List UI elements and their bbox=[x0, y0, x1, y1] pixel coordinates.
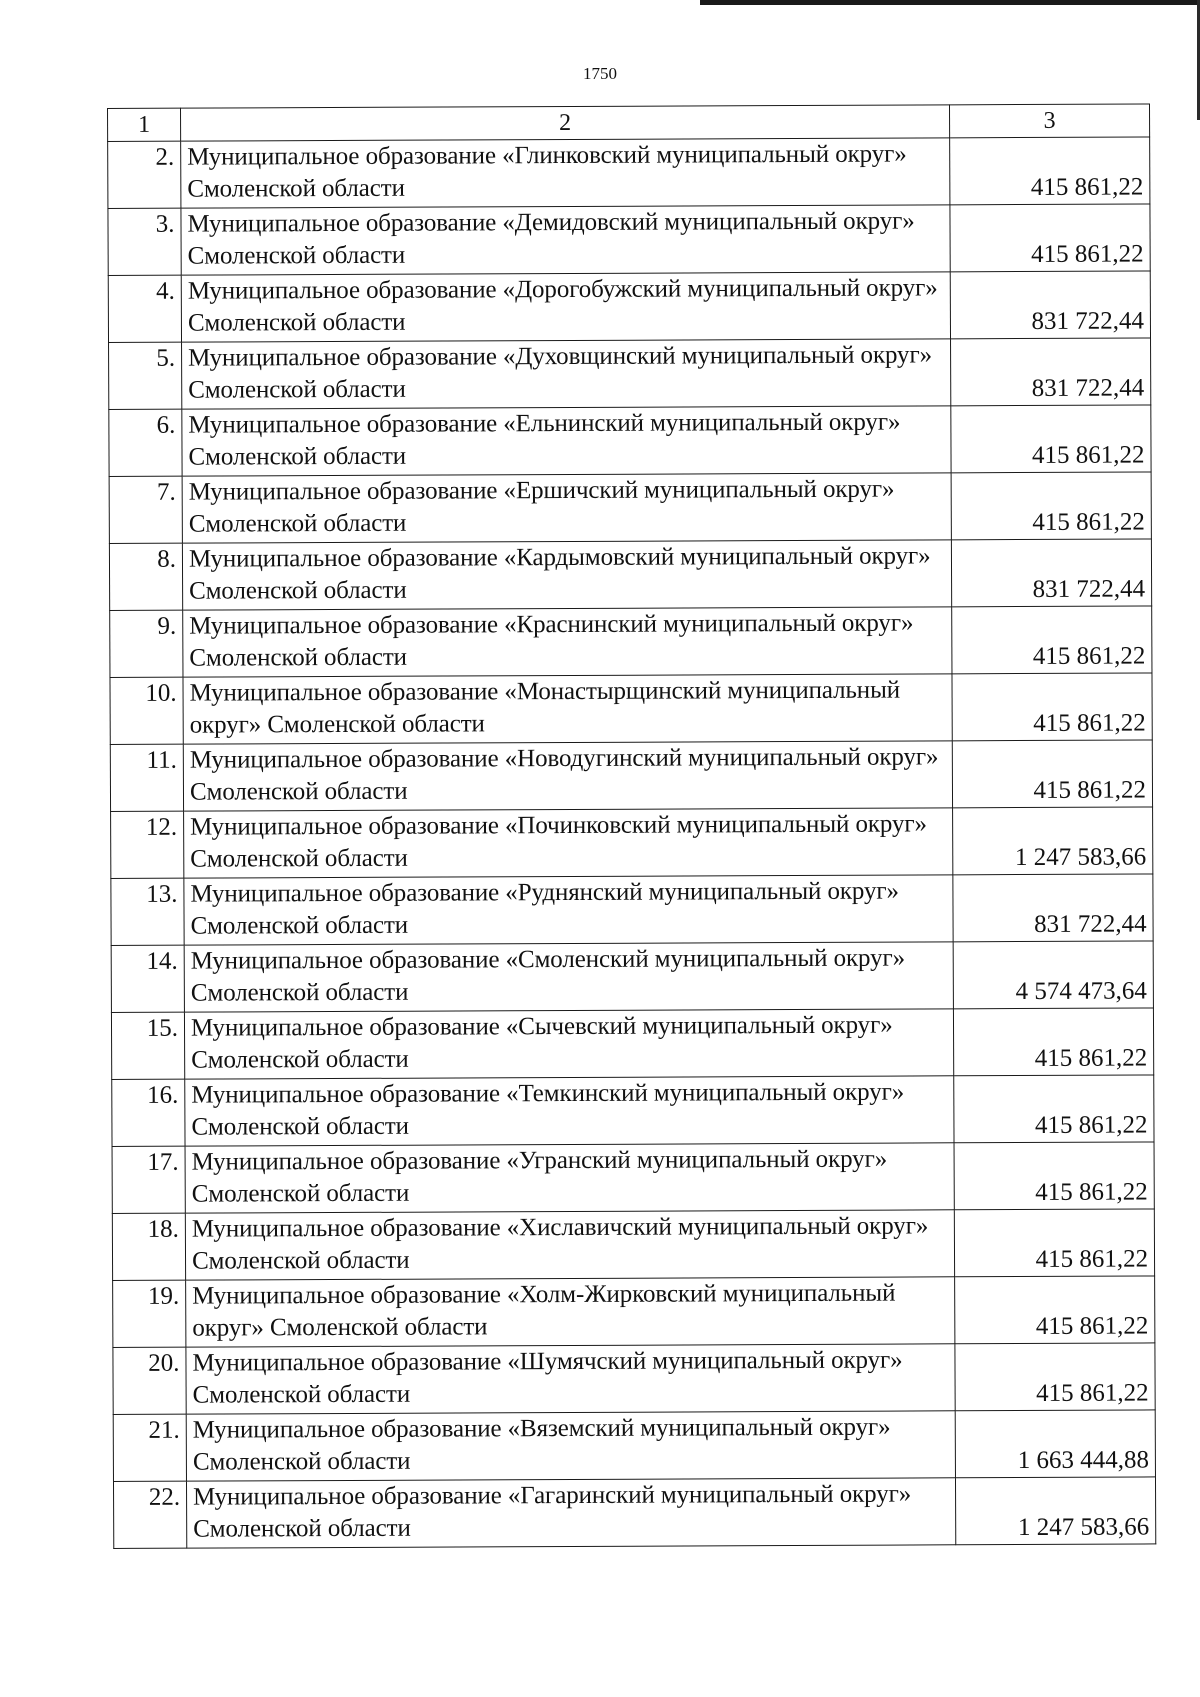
municipality-name-cell: Муниципальное образование «Ершичский муниципальный округ» Смоленской области bbox=[182, 473, 951, 543]
row-number-cell: 16. bbox=[112, 1079, 185, 1146]
table-row bbox=[109, 405, 1151, 477]
amount-cell: 415 861,22 bbox=[952, 740, 1152, 808]
municipality-name-cell: Муниципальное образование «Темкинский муниципальный округ» Смоленской области bbox=[185, 1076, 954, 1146]
column-header-name: 2 bbox=[181, 105, 950, 141]
amount-cell: 415 861,22 bbox=[950, 204, 1150, 272]
municipality-name-cell: Муниципальное образование «Глинковский муниципальный округ» Смоленской области bbox=[181, 138, 950, 208]
table-row bbox=[113, 1276, 1155, 1348]
amount-cell: 415 861,22 bbox=[954, 1075, 1154, 1143]
table-row bbox=[110, 606, 1152, 678]
amount-cell: 415 861,22 bbox=[951, 472, 1151, 540]
row-number-cell: 12. bbox=[111, 811, 184, 878]
row-number-cell: 15. bbox=[111, 1012, 184, 1079]
table-row bbox=[113, 1410, 1155, 1482]
table-row bbox=[111, 874, 1153, 946]
amount-cell: 415 861,22 bbox=[954, 1209, 1154, 1277]
municipality-name-cell: Муниципальное образование «Демидовский муниципальный округ» Смоленской области bbox=[181, 205, 950, 275]
table-body bbox=[108, 104, 1156, 1549]
row-number-cell: 10. bbox=[110, 677, 183, 744]
row-number-cell: 22. bbox=[113, 1481, 186, 1548]
row-number-cell: 21. bbox=[113, 1414, 186, 1481]
row-number-cell: 8. bbox=[109, 543, 182, 610]
row-number-cell: 4. bbox=[108, 275, 181, 342]
amount-cell: 1 247 583,66 bbox=[955, 1477, 1155, 1545]
municipality-name-cell: Муниципальное образование «Хиславичский муниципальный округ» Смоленской области bbox=[185, 1210, 954, 1280]
table-row bbox=[112, 1142, 1154, 1214]
amount-cell: 415 861,22 bbox=[955, 1343, 1155, 1411]
table-row bbox=[113, 1343, 1155, 1415]
amount-cell: 831 722,44 bbox=[951, 338, 1151, 406]
table-row bbox=[108, 271, 1150, 343]
table-row bbox=[108, 137, 1150, 209]
row-number-cell: 3. bbox=[108, 208, 181, 275]
row-number-cell: 17. bbox=[112, 1146, 185, 1213]
allocation-table bbox=[107, 103, 1156, 1549]
amount-cell: 415 861,22 bbox=[952, 606, 1152, 674]
column-header-number: 1 bbox=[108, 108, 181, 141]
municipality-name-cell: Муниципальное образование «Кардымовский муниципальный округ» Смоленской области bbox=[182, 540, 951, 610]
municipality-name-cell: Муниципальное образование «Новодугинский муниципальный округ» Смоленской области bbox=[183, 741, 952, 811]
table-header-row bbox=[108, 104, 1150, 142]
municipality-name-cell: Муниципальное образование «Руднянский муниципальный округ» Смоленской области bbox=[184, 875, 953, 945]
amount-cell: 1 663 444,88 bbox=[955, 1410, 1155, 1478]
table-row bbox=[112, 1075, 1154, 1147]
row-number-cell: 18. bbox=[112, 1213, 185, 1280]
municipality-name-cell: Муниципальное образование «Краснинский муниципальный округ» Смоленской области bbox=[183, 607, 952, 677]
municipality-name-cell: Муниципальное образование «Шумячский муниципальный округ» Смоленской области bbox=[186, 1344, 955, 1414]
row-number-cell: 14. bbox=[111, 945, 184, 1012]
row-number-cell: 6. bbox=[109, 409, 182, 476]
row-number-cell: 9. bbox=[110, 610, 183, 677]
municipality-name-cell: Муниципальное образование «Духовщинский муниципальный округ» Смоленской области bbox=[182, 339, 951, 409]
amount-cell: 415 861,22 bbox=[955, 1276, 1155, 1344]
table-row bbox=[109, 472, 1151, 544]
row-number-cell: 20. bbox=[113, 1347, 186, 1414]
table-row bbox=[111, 1008, 1153, 1080]
row-number-cell: 13. bbox=[111, 878, 184, 945]
municipality-name-cell: Муниципальное образование «Холм-Жирковский муниципальный округ» Смоленской области bbox=[186, 1277, 955, 1347]
municipality-name-cell: Муниципальное образование «Ельнинский муниципальный округ» Смоленской области bbox=[182, 406, 951, 476]
municipality-name-cell: Муниципальное образование «Монастырщинский муниципальный округ» Смоленской области bbox=[183, 674, 952, 744]
amount-cell: 415 861,22 bbox=[951, 405, 1151, 473]
amount-cell: 415 861,22 bbox=[954, 1142, 1154, 1210]
amount-cell: 415 861,22 bbox=[953, 1008, 1153, 1076]
table-row bbox=[108, 204, 1150, 276]
table-row bbox=[109, 539, 1151, 611]
row-number-cell: 11. bbox=[110, 744, 183, 811]
table-row bbox=[112, 1209, 1154, 1281]
table-row bbox=[113, 1477, 1155, 1549]
municipality-name-cell: Муниципальное образование «Угранский муниципальный округ» Смоленской области bbox=[185, 1143, 954, 1213]
amount-cell: 1 247 583,66 bbox=[953, 807, 1153, 875]
municipality-name-cell: Муниципальное образование «Починковский муниципальный округ» Смоленской области bbox=[184, 808, 953, 878]
table-row bbox=[109, 338, 1151, 410]
table-row bbox=[111, 807, 1153, 879]
table-row bbox=[111, 941, 1153, 1013]
row-number-cell: 19. bbox=[113, 1280, 186, 1347]
municipality-name-cell: Муниципальное образование «Вяземский муниципальный округ» Смоленской области bbox=[186, 1411, 955, 1481]
amount-cell: 415 861,22 bbox=[952, 673, 1152, 741]
amount-cell: 831 722,44 bbox=[950, 271, 1150, 339]
amount-cell: 4 574 473,64 bbox=[953, 941, 1153, 1009]
column-header-sum: 3 bbox=[949, 104, 1149, 138]
page-number: 1750 bbox=[583, 64, 617, 83]
table-row bbox=[110, 740, 1152, 812]
amount-cell: 831 722,44 bbox=[951, 539, 1151, 607]
row-number-cell: 5. bbox=[109, 342, 182, 409]
scan-edge-top bbox=[700, 0, 1200, 5]
amount-cell: 831 722,44 bbox=[953, 874, 1153, 942]
municipality-name-cell: Муниципальное образование «Гагаринский муниципальный округ» Смоленской области bbox=[186, 1478, 955, 1548]
municipality-name-cell: Муниципальное образование «Смоленский муниципальный округ» Смоленской области bbox=[184, 942, 953, 1012]
amount-cell: 415 861,22 bbox=[950, 137, 1150, 205]
municipality-name-cell: Муниципальное образование «Сычевский муниципальный округ» Смоленской области bbox=[184, 1009, 953, 1079]
table-row bbox=[110, 673, 1152, 745]
row-number-cell: 2. bbox=[108, 141, 181, 208]
row-number-cell: 7. bbox=[109, 476, 182, 543]
municipality-name-cell: Муниципальное образование «Дорогобужский муниципальный округ» Смоленской области bbox=[181, 272, 950, 342]
